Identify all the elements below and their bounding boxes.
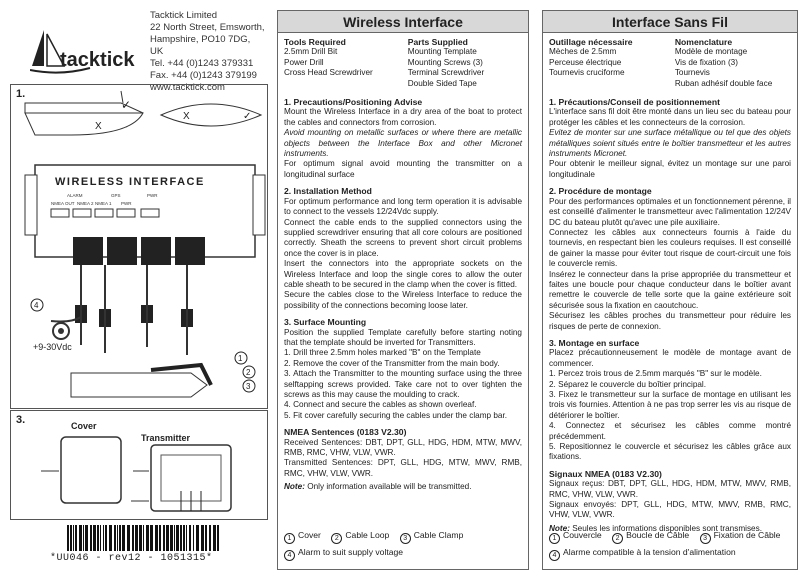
barcode-bar [79,525,82,551]
barcode-bar [70,525,72,551]
barcode-bar [201,525,204,551]
company-address [150,10,265,94]
barcode-bar [183,525,185,551]
tools-heading: Outillage nécessaire [549,37,633,47]
note [284,482,522,492]
paragraph: Signaux reçus: DBT, DPT, GLL, HDG, HDM, MTW, MWV, RMB, RMC, VHW, VLW, VWR. [549,479,791,499]
paragraph: Mount the Wireless Interface in a dry area of the boat to protect the cables and connectors from corrosion. [284,107,522,127]
barcode-bar [93,525,96,551]
wrong-mark-icon: X [183,111,190,122]
logo-wordmark: tacktick [60,49,135,71]
part-item: Mounting Template [407,47,477,57]
barcode-bar [205,525,207,551]
paragraph: Position the supplied Template carefully before starting noting that the template should be inverted for Transmitters. [284,327,522,347]
barcode-bar [117,525,118,551]
paragraph: Insérez le connecteur dans la prise appropriée du transmetteur et faites une boucle pour chaque conducteur dans le boîtier avant remettre le couvercle de telle sorte que la gaine extérieure soit sécurisée sous la fixation en caoutchouc. [549,269,791,310]
french-column [542,10,798,570]
list-item: 2. Remove the cover of the Transmitter from the main body. [284,358,500,368]
list-item: 2. Séparez le couvercle du boîtier principal. [549,379,707,389]
barcode-bar [163,525,165,551]
part-item: Mounting Screws (3) [407,57,483,67]
marker-1-icon: 1 [549,533,560,544]
marker-4-icon: 4 [284,550,295,561]
barcode-bar [127,525,130,551]
marker-2-icon: 2 [612,533,623,544]
marker-1-icon: 1 [284,533,295,544]
paragraph: Evitez de monter sur une surface métallique ou tel que des objets métalliques soient situés entre le boîtier transmetteur et les autres instruments Micronet. [549,128,791,159]
barcode-bar [105,525,107,551]
tool-item: Mèches de 2.5mm [549,47,617,57]
barcode-bar [139,525,142,551]
wrong-mark-icon: X [95,121,102,132]
paragraph: Sécurisez les câbles proches du transmetteur pour réduire les risques de perte de connexion. [549,311,791,331]
list-item: 4. Connectez et sécurisez les câbles comme montré précédemment. [549,421,791,441]
voltage-label: +9-30Vdc [33,342,72,352]
list-item: 5. Fit cover carefully securing the cables under the clamp bar. [284,410,507,420]
paragraph: Secure the cables close to the Wireless Interface to reduce the possibility of the connections becoming loose later. [284,290,522,310]
section-heading: 1. Precautions/Positioning Advise [284,97,423,108]
paragraph: Pour obtenir le meilleur signal, évitez un montage sur une paroi longitudinale [549,159,791,179]
legend [284,527,471,561]
barcode-bar [67,525,69,551]
company-line: www.tacktick.com [150,82,225,93]
barcode-bar [103,525,104,551]
check-mark-icon: ✓ [243,111,252,122]
barcode-bar [143,525,144,551]
part-item: Ruban adhésif double face [674,78,773,88]
unit-label: WIRELESS INTERFACE [55,176,205,188]
note-label: Note: [284,482,305,492]
list-item: 5. Repositionnez le couvercle et sécurisez les câbles grâce aux fixations. [549,442,791,462]
port-label: NMEA 1 [95,201,112,206]
legend [549,527,788,561]
company-line: 22 North Street, Emsworth, [150,22,265,33]
section-heading: Signaux NMEA (0183 V2.30) [549,468,662,479]
part-item: Double Sided Tape [407,78,477,88]
paragraph: Received Sentences: DBT, DPT, GLL, HDG, HDM, MTW, MWV, RMB, RMC, VHW, VLW, VWR. [284,437,522,458]
company-line: Tel. +44 (0)1243 379331 [150,58,254,69]
english-title: Wireless Interface [278,11,528,33]
legend-label: Alarme compatible à la tension d'alimentation [563,547,736,557]
barcode-bar [73,525,74,551]
barcode-text: *UU046 - rev12 - 1051315* [50,553,213,564]
list-item: 1. Percez trois trous de 2.5mm marqués "B" sur le modèle. [549,369,762,379]
barcode-bar [176,525,179,551]
barcode-bar [217,525,219,551]
company-line: Hampshire, PO10 7DG, UK [150,34,251,57]
english-column [277,10,529,570]
figure-3-panel [10,410,268,520]
barcode-bar [213,525,216,551]
marker-label: 2 [246,368,251,377]
paragraph: L'interface sans fil doit être monté dans un lieu sec du bateau pour protéger les câbles et les connecteurs de la corrosion. [549,107,791,127]
barcode-bar [109,525,112,551]
parts-heading: Nomenclature [674,37,733,47]
paragraph: For optimum performance and long term operation it is advisable to connect to the vessels 12/24Vdc supply. [284,196,522,217]
barcode-bar [166,525,169,551]
installation-diagram [11,85,267,408]
part-item: Terminal Screwdriver [407,68,485,78]
section-heading: 2. Procédure de montage [549,186,652,197]
section-heading: 3. Surface Mounting [284,317,367,328]
legend-label: Alarm to suit supply voltage [298,547,404,557]
cover-label: Cover [71,421,97,431]
barcode-bar [146,525,149,551]
barcode-bar [155,525,158,551]
marker-3-icon: 3 [400,533,411,544]
paragraph: Pour des performances optimales et un fonctionnement pérenne, il est conseillé d'alimenter le transmetteur avec l'alimentation 12/24V DC du bateau plutôt qu'avec une pile auxiliaire. [549,196,791,227]
note-label: Note: [549,523,570,533]
company-line: Tacktick Limited [150,10,218,21]
tool-item: 2.5mm Drill Bit [284,47,338,57]
list-item: 1. Drill three 2.5mm holes marked "B" on the Template [284,348,481,358]
tool-item: Perceuse électrique [549,57,622,67]
barcode-bar [135,525,138,551]
legend-label: Fixation de Câble [713,530,781,540]
port-label: ALARM [67,193,83,198]
note-text: Only information available will be transmitted. [307,482,472,492]
barcode-bar [114,525,116,551]
transmitter-label: Transmitter [141,433,191,443]
tool-item: Power Drill [284,57,324,67]
legend-label: Boucle de Câble [626,530,690,540]
paragraph: Avoid mounting on metallic surfaces or where there are metallic objects between the Interface Box and other Micronet instruments. [284,128,522,159]
mounting-diagram [11,411,267,519]
barcode-bar [122,525,125,551]
barcode-bar [85,525,88,551]
barcode-bar [193,525,194,551]
section-heading: 3. Montage en surface [549,337,640,348]
french-title: Interface Sans Fil [543,11,797,33]
part-item: Tournevis [674,68,710,78]
barcode-bar [90,525,92,551]
legend-label: Couvercle [563,530,602,540]
paragraph: Insert the connectors into the appropriate sockets on the Wireless Interface and loop the single cores to allow the outer cable sheath to be secured in the clamp when the cover is fitted. [284,259,522,289]
paragraph: Connectez les câbles aux connecteurs fournis à l'aide du tournevis, en respectant bien les couleurs requises. Il est conseillé de gainer la masse pour éviter tout risque de court-circuit une fois le couvercle remis. [549,227,791,269]
paragraph: Transmitted Sentences: DPT, GLL, HDG, MTW, MWV, RMB, RMC, VHW, VLW, VWR. [284,458,522,478]
barcode-bar [150,525,153,551]
part-item: Vis de fixation (3) [674,57,738,67]
figure-1-panel [10,84,268,409]
part-item: Modèle de montage [674,47,748,57]
paragraph: Connect the cable ends to the supplied connectors using the supplied screwdriver ensuring that all core colours are positioned correctly. Sheath the screens to prevent short circuit problems once the cover is in place. [284,217,522,258]
barcode-bar [100,525,101,551]
paragraph: Signaux envoyés: DPT, GLL, HDG, MTW, MWV, RMB, RMC, VHW, VLW, VWR. [549,500,791,520]
port-label: NMEA 2 [77,201,94,206]
marker-label: 4 [34,301,39,310]
legend-label: Cover [298,530,321,540]
tacktick-logo [30,26,150,76]
barcode-bar [189,525,191,551]
section-heading: 2. Installation Method [284,186,372,197]
marker-label: 3 [246,382,251,391]
barcode-bar [132,525,134,551]
note-text: Seules les informations disponibles sont transmises. [572,523,762,533]
section-heading: 1. Précautions/Conseil de positionnement [549,97,720,108]
marker-2-icon: 2 [331,533,342,544]
barcode-bar [97,525,99,551]
list-item: 3. Fixez le transmetteur sur la surface de montage en utilisant les trois vis fournies. Attention à ne pas trop serrer les vis au risque de détériorer le boîtier. [549,390,791,420]
paragraph: Placez précautionneusement le modèle de montage avant de commencer. [549,348,791,368]
barcode-bar [75,525,77,551]
legend-label: Cable Clamp [413,530,464,540]
figure-3-number: 3. [16,414,26,426]
marker-3-icon: 3 [700,533,711,544]
list-item: 4. Connect and secure the cables as shown overleaf. [284,400,477,410]
tools-heading: Tools Required [284,37,346,47]
section-heading: NMEA Sentences (0183 V2.30) [284,427,407,438]
barcode-bar [174,525,175,551]
barcode-bar [196,525,199,551]
barcode-bar [83,525,84,551]
barcode-bar [209,525,211,551]
company-line: Fax. +44 (0)1243 379199 [150,70,257,81]
port-label: GPS [111,193,121,198]
port-label: NMEA OUT [51,201,75,206]
marker-4-icon: 4 [549,550,560,561]
barcode [65,525,225,551]
tool-item: Tournevis cruciforme [549,68,625,78]
check-mark-icon: ✓ [121,98,132,112]
port-label: PWR [121,201,132,206]
port-label: PWR [147,193,158,198]
barcode-bar [180,525,182,551]
left-column [10,8,265,573]
barcode-bar [159,525,161,551]
list-item: 3. Attach the Transmitter to the mounting surface using the three selftapping screws provided. Take care not to over tighten the screws as this may cause the moulding to crack. [284,369,522,399]
legend-label: Cable Loop [345,530,390,540]
tool-item: Cross Head Screwdriver [284,68,373,78]
barcode-bar [186,525,187,551]
parts-heading: Parts Supplied [407,37,468,47]
barcode-bar [119,525,121,551]
paragraph: For optimum signal avoid mounting the transmitter on a longitudinal surface [284,159,522,179]
barcode-bar [170,525,173,551]
marker-label: 1 [238,354,243,363]
figure-1-number: 1. [16,88,26,100]
